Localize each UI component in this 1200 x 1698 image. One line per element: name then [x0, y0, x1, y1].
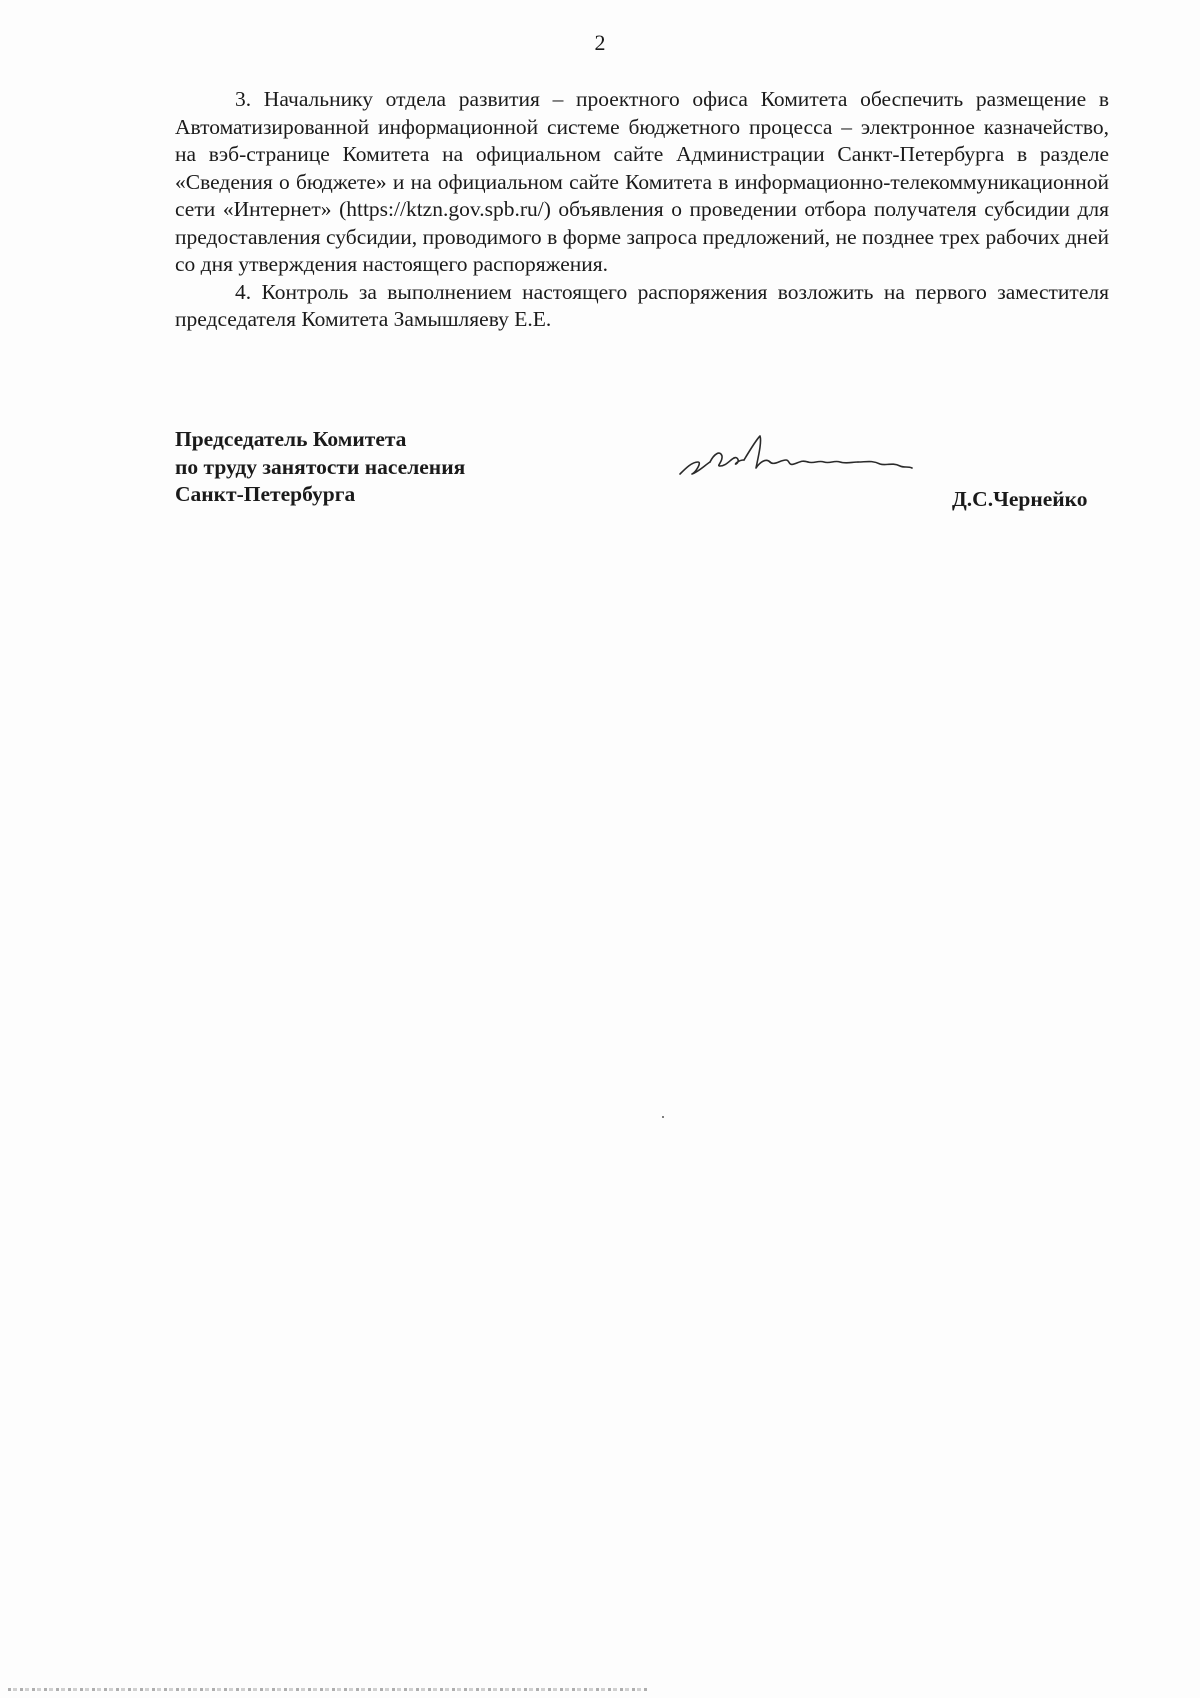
- scan-bottom-edge: [8, 1688, 648, 1691]
- paragraph-3: 3. Начальнику отдела развития – проектного офиса Комитета обеспечить размещение в Автоматизированной информационной системе бюджетного процесса – электронное казначейство, на вэб-странице Комитета на официальном сайте Администрации Санкт-Петербурга в разделе «Сведения о бюджете» и на официальном сайте Комитета в информационно-телекоммуникационной сети «Интернет» (https://ktzn.gov.spb.ru/) объявления о проведении отбора получателя субсидии для предоставления субсидии, проводимого в форме запроса предложений, не позднее трех рабочих дней со дня утверждения настоящего распоряжения.: [175, 87, 1109, 276]
- signatory-title: [175, 426, 465, 509]
- signatory-name: Д.С.Чернейко: [952, 487, 1088, 511]
- paragraph-4: 4. Контроль за выполнением настоящего распоряжения возложить на первого заместителя председателя Комитета Замышляеву Е.Е.: [175, 279, 1109, 331]
- handwritten-signature: [676, 432, 916, 490]
- signatory-title-line-2: по труду занятости населения: [175, 454, 466, 479]
- scan-speck: [662, 1116, 664, 1118]
- signatory-title-line-1: Председатель Комитета: [175, 427, 407, 451]
- signatory-title-line-3: Санкт-Петербурга: [175, 482, 356, 506]
- page-number: 2: [594, 30, 606, 55]
- document-body: [175, 86, 1109, 334]
